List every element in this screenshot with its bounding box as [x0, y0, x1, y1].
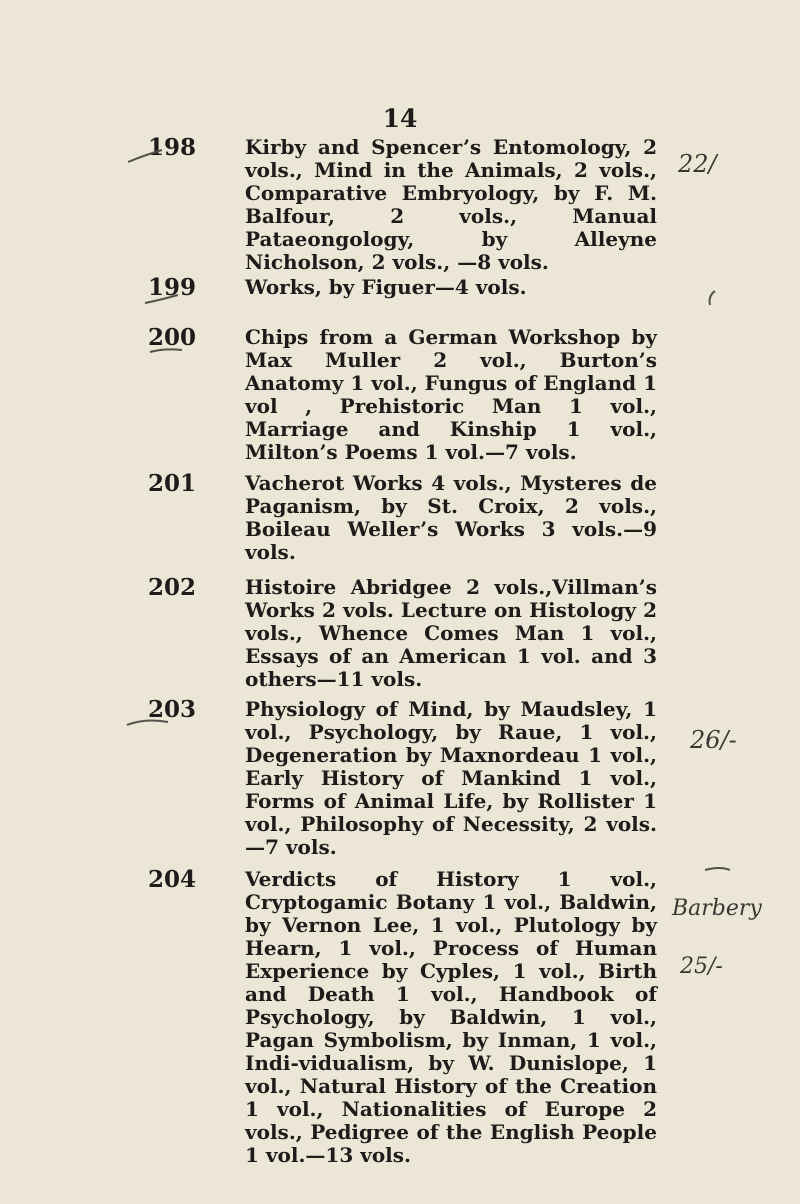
- lot-number: 202: [148, 574, 197, 601]
- lot-description: Works, by Figuer—4 vols.: [245, 275, 527, 299]
- lot-number: 200: [148, 324, 197, 351]
- margin-price-note: 22/: [678, 150, 717, 178]
- margin-price-note: 26/-: [690, 726, 737, 754]
- lot-number: 204: [148, 866, 197, 893]
- lot-number: 203: [148, 696, 197, 723]
- lot-description: Histoire Abridgee 2 vols.,Villman’s Works 2 vols. Lecture on Histology 2 vols., Whence Comes Man 1 vol., Essays of an American 1 vol. and 3 others—11 vols.: [245, 575, 657, 691]
- lot-number: 198: [148, 134, 197, 161]
- margin-price-note: 25/-: [680, 954, 723, 979]
- lot-description: Kirby and Spencer’s Entomology, 2 vols., Mind in the Animals, 2 vols., Comparative Embryology, by F. M. Balfour, 2 vols., Manual Pataeongology, by Alleyne Nicholson, 2 vols., —8 vols.: [245, 135, 657, 274]
- lot-number: 201: [148, 470, 197, 497]
- lot-description: Vacherot Works 4 vols., Mysteres de Paganism, by St. Croix, 2 vols., Boileau Weller’s Works 3 vols.—9 vols.: [245, 471, 657, 564]
- lot-description: Verdicts of History 1 vol., Cryptogamic Botany 1 vol., Baldwin, by Vernon Lee, 1 vol., Plutology by Hearn, 1 vol., Process of Human Experience by Cyples, 1 vol., Birth and Death 1 vol., Handbook of Psychology, by Baldwin, 1 vol., Pagan Symbolism, by Inman, 1 vol., Indi-vidualism, by W. Dunislope, 1 vol., Natural History of the Creation 1 vol., Nationalities of Europe 2 vols., Pedigree of the English People 1 vol.—13 vols.: [245, 867, 657, 1167]
- lot-description: Chips from a German Workshop by Max Muller 2 vol., Burton’s Anatomy 1 vol., Fungus of England 1 vol , Prehistoric Man 1 vol., Marriage and Kinship 1 vol., Milton’s Poems 1 vol.—7 vols.: [245, 325, 657, 464]
- lot-number: 199: [148, 274, 197, 301]
- page-number: 14: [382, 104, 418, 133]
- lot-description: Physiology of Mind, by Maudsley, 1 vol., Psychology, by Raue, 1 vol., Degeneration by Maxnordeau 1 vol., Early History of Mankind 1 vol., Forms of Animal Life, by Rollister 1 vol., Philosophy of Necessity, 2 vols.—7 vols.: [245, 697, 657, 859]
- pencil-mark-right-bracket: [710, 291, 715, 305]
- pencil-mark-tick: [705, 868, 730, 870]
- margin-buyer-note: Barbery: [672, 896, 762, 921]
